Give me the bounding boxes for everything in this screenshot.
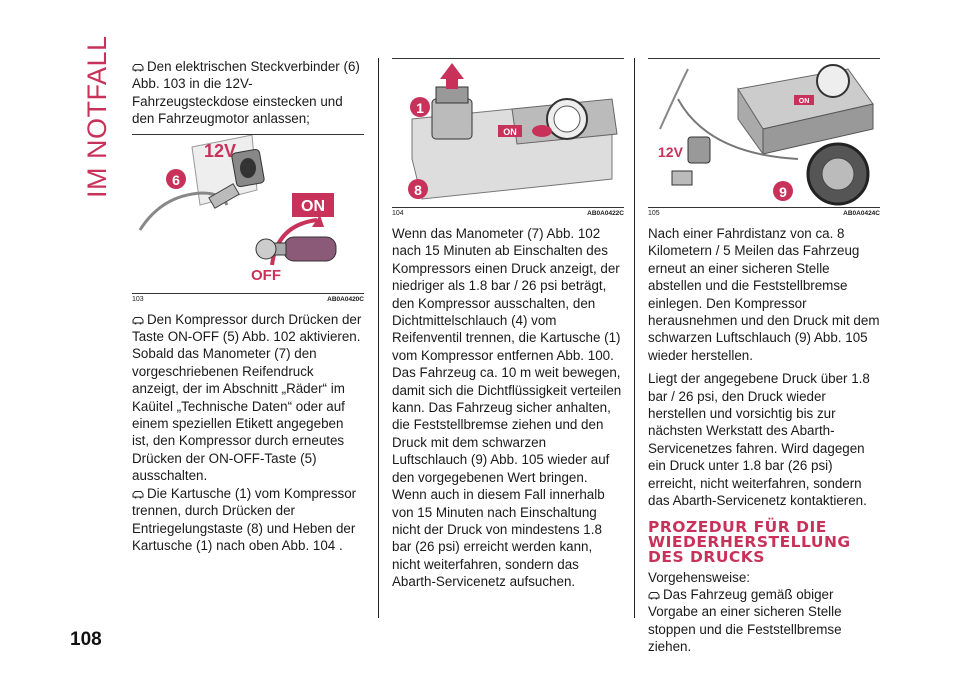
figure-caption	[392, 208, 624, 217]
label-12v: 12V	[204, 140, 237, 161]
label-on: ON	[301, 197, 325, 215]
section-title	[82, 35, 122, 198]
paragraph: Wenn das Manometer (7) Abb. 102 nach 15 Minuten ab Einschalten des Kompressors einen Druck anzeigt, der niedriger als 1.8 bar / 26 psi beträgt, den Kompressor ausschalten, den Dichtmittelschlauch (4) vom Reifenventil trennen, die Kartusche (1) vom Kompressor entfernen Abb. 100. Das Fahrzeug ca. 10 m weit bewegen, damit sich die Dichtflüssigkeit verteilen kann. Das Fahrzeug sicher anhalten, die Feststellbremse ziehen und den Druck mit dem schwarzen Luftschlauch (9) Abb. 105 wieder auf den vorgegebenen Wert bringen. Wenn auch in diesem Fall innerhalb von 15 Minuten nach Einschaltung nicht der Druck von mindestens 1.8 bar (26 psi) erreicht werden kann, nicht weiterfahren, sondern das Abarth-Servicenetz aufsuchen.	[392, 226, 622, 590]
car-icon	[132, 316, 144, 325]
column-3	[648, 58, 880, 656]
callout-1: 1	[416, 100, 424, 116]
column-1	[132, 58, 364, 554]
callout-9: 9	[779, 184, 787, 200]
figure-code: AB0A0422C	[587, 210, 624, 217]
compressor-illustration	[392, 59, 624, 207]
callout-8: 8	[414, 182, 422, 198]
figure-caption	[648, 208, 880, 217]
section-title-text: IM NOTFALL	[82, 35, 112, 198]
paragraph	[648, 586, 880, 656]
car-icon	[132, 63, 144, 72]
paragraph-text: Den elektrischen Steckverbinder (6) Abb. 103 in die 12V-Fahrzeugsteckdose einstecken und den Fahrzeugmotor anlassen;	[132, 59, 360, 127]
label-12v: 12V	[658, 144, 683, 160]
figure-number: 105	[648, 210, 660, 217]
callout-6: 6	[172, 171, 180, 188]
tyre-inflation-illustration	[648, 59, 880, 207]
figure-number: 104	[392, 210, 404, 217]
label-on: ON	[798, 98, 810, 105]
figure-code: AB0A0424C	[843, 210, 880, 217]
paragraph	[132, 58, 364, 128]
figure-number: 103	[132, 295, 144, 303]
car-icon	[648, 591, 660, 600]
car-icon	[132, 490, 144, 499]
section-heading: PROZEDUR FÜR DIE WIEDERHERSTELLUNG DES DRUCKS	[648, 517, 851, 566]
figure-code: AB0A0420C	[327, 295, 364, 303]
column-2	[392, 58, 624, 591]
page-number: 108	[70, 629, 102, 650]
label-on: ON	[503, 127, 517, 137]
figure-103	[132, 134, 364, 294]
paragraph	[132, 485, 364, 555]
paragraph: Liegt der angegebene Druck über 1.8 bar / 26 psi, den Druck wieder herstellen und vorsichtig bis zur nächsten Werkstatt des Abarth-Servicenetzes fahren. Wird dagegen ein Druck unter 1.8 bar (26 psi) erreicht, nicht weiterfahren, sondern das Abarth-Servicenetz kontaktieren.	[648, 371, 870, 509]
label-off: OFF	[251, 266, 281, 284]
column-divider	[378, 58, 379, 618]
paragraph-text: Die Kartusche (1) vom Kompressor trennen, durch Drücken der Entriegelungstaste (8) und Heben der Kartusche (1) nach oben Abb. 104 .	[132, 485, 357, 553]
paragraph-text: Das Fahrzeug gemäß obiger Vorgabe an einer sicheren Stelle stoppen und die Feststellbremse ziehen.	[648, 586, 842, 655]
figure-105	[648, 58, 880, 208]
figure-104	[392, 58, 624, 208]
column-divider	[634, 58, 635, 618]
socket-illustration	[132, 135, 364, 293]
paragraph: Nach einer Fahrdistanz von ca. 8 Kilometern / 5 Meilen das Fahrzeug erneut an einer sicheren Stelle abstellen und die Feststellbremse einlegen. Den Kompressor herausnehmen und den Druck mit dem schwarzen Luftschlauch (9) Abb. 105 wieder herstellen.	[648, 226, 880, 363]
paragraph: Vorgehensweise:	[648, 569, 750, 585]
paragraph-text: Den Kompressor durch Drücken der Taste ON-OFF (5) Abb. 102 aktivieren. Sobald das Manometer (7) den vorgeschriebenen Reifendruck anzeigt, der im Abschnitt „Räder“ im Kaüitel „Technische Daten“ oder auf einem speziellen Etikett angegeben ist, den Kompressor durch erneutes Drücken der ON-OFF-Taste (5) ausschalten.	[132, 311, 362, 484]
paragraph	[132, 311, 364, 485]
